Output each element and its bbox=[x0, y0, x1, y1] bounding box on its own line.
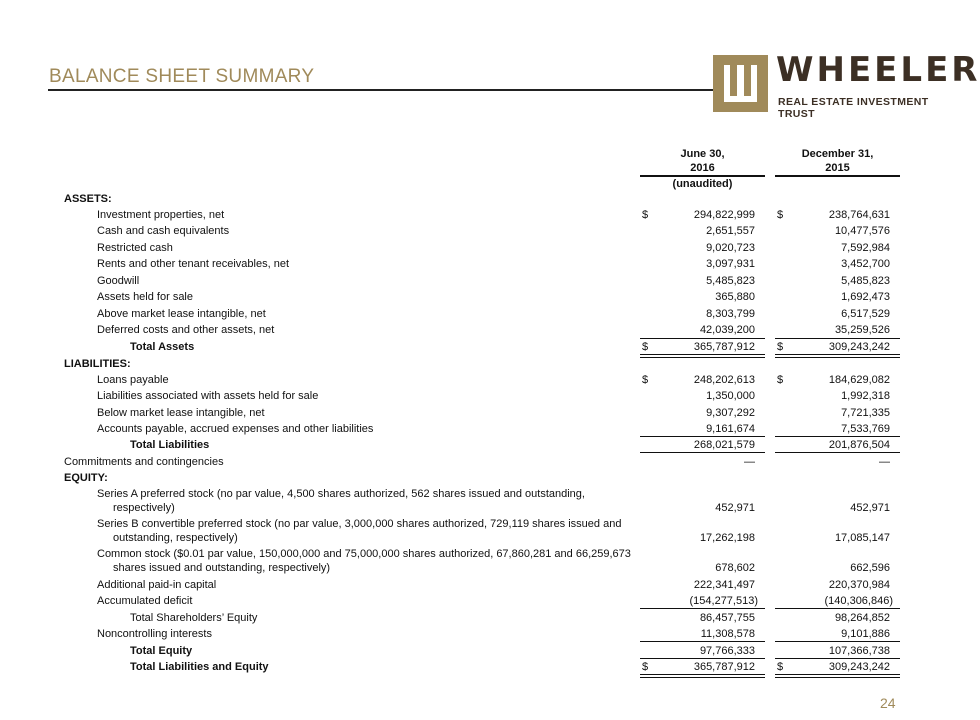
column-header-dec-2015: December 31, 2015 bbox=[801, 148, 874, 174]
subtotal-rule bbox=[775, 436, 900, 437]
subtotal-rule bbox=[640, 608, 765, 609]
logo-name: WHEELER bbox=[776, 50, 980, 90]
total-double-rule bbox=[640, 674, 765, 678]
subtotal-rule bbox=[775, 658, 900, 659]
subtotal-rule bbox=[775, 338, 900, 339]
total-double-rule bbox=[640, 354, 765, 358]
subtotal-rule bbox=[775, 608, 900, 609]
unaudited-note: (unaudited) bbox=[672, 178, 733, 190]
total-double-rule bbox=[775, 354, 900, 358]
subtotal-rule bbox=[640, 436, 765, 437]
logo-subtitle: REAL ESTATE INVESTMENT TRUST bbox=[778, 96, 929, 120]
subtotal-rule bbox=[775, 452, 900, 453]
subtotal-rule bbox=[640, 641, 765, 642]
subtotal-rule bbox=[640, 658, 765, 659]
page-title: BALANCE SHEET SUMMARY bbox=[49, 66, 315, 87]
title-underline bbox=[48, 89, 720, 91]
page-number: 24 bbox=[880, 695, 896, 711]
subtotal-rule bbox=[640, 452, 765, 453]
subtotal-rule bbox=[640, 338, 765, 339]
column-header-june-2016: June 30, 2016 bbox=[680, 148, 725, 174]
total-double-rule bbox=[775, 674, 900, 678]
subtotal-rule bbox=[775, 641, 900, 642]
column-header-rule bbox=[775, 175, 900, 177]
logo-w-icon bbox=[713, 55, 768, 112]
